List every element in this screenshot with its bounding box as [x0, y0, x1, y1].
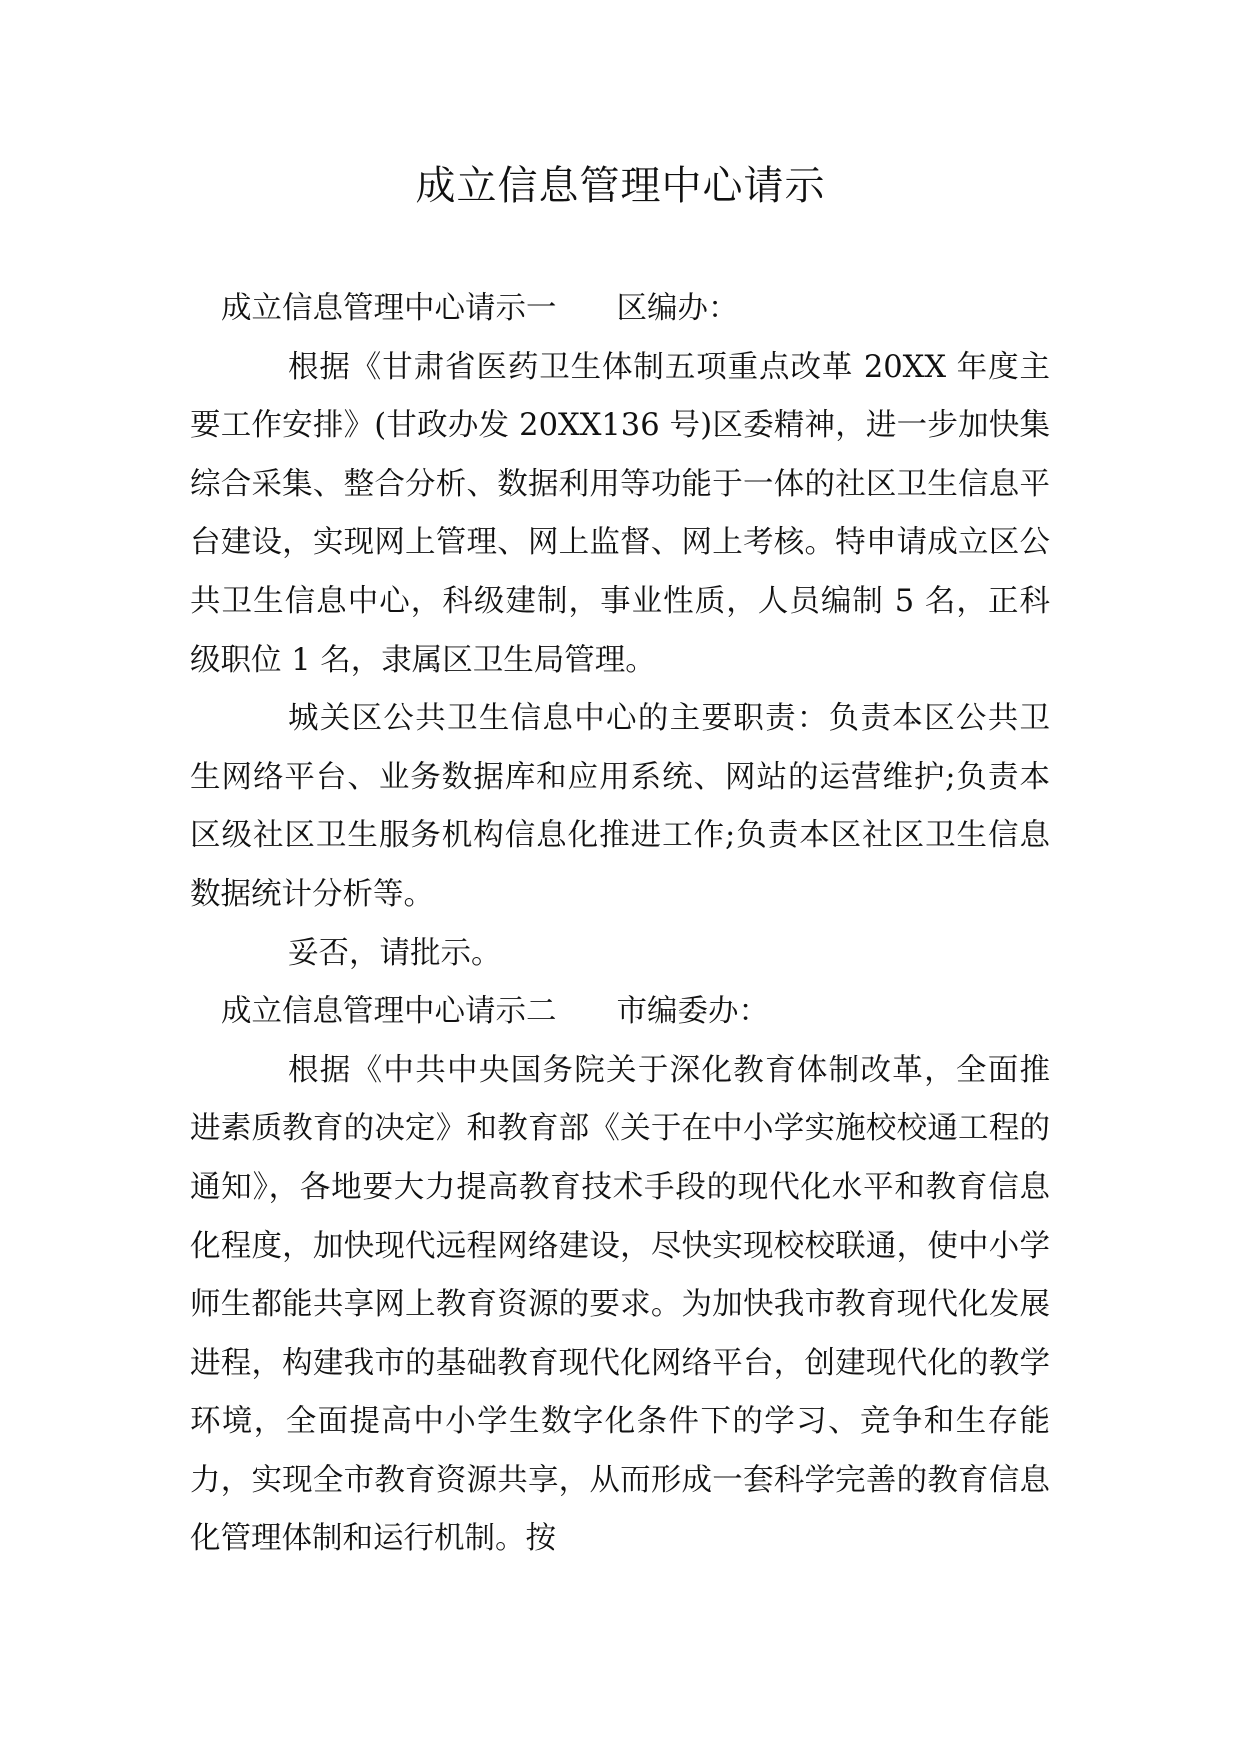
- section-1-paragraph-1: 根据《甘肃省医药卫生体制五项重点改革 20XX 年度主要工作安排》(甘政办发 20XX136 号)区委精神，进一步加快集综合采集、整合分析、数据利用等功能于一体的社区卫生信息平台建设，实现网上管理、网上监督、网上考核。特申请成立区公共卫生信息中心，科级建制，事业性质，人员编制 5 名，正科级职位 1 名，隶属区卫生局管理。: [190, 349, 1050, 678]
- section-2-heading: [190, 983, 1050, 1042]
- document-body: [190, 280, 1050, 1569]
- section-2-recipient: 市编委办：: [616, 994, 769, 1030]
- section-2-name: 成立信息管理中心请示二: [221, 994, 557, 1030]
- section-1-recipient: 区编办：: [616, 291, 739, 326]
- section-1-heading: [190, 280, 1050, 339]
- document-title: 成立信息管理中心请示: [415, 163, 826, 209]
- section-2-paragraph-1: 根据《中共中央国务院关于深化教育体制改革，全面推进素质教育的决定》和教育部《关于在中小学实施校校通工程的通知》，各地要大力提高教育技术手段的现代化水平和教育信息化程度，加快现代远程网络建设，尽快实现校校联通，使中小学师生都能共享网上教育资源的要求。为加快我市教育现代化发展进程，构建我市的基础教育现代化网络平台，创建现代化的教学环境，全面提高中小学生数字化条件下的学习、竞争和生存能力，实现全市教育资源共享，从而形成一套科学完善的教育信息化管理体制和运行机制。按: [190, 1052, 1050, 1557]
- section-1-paragraph-2: 城关区公共卫生信息中心的主要职责：负责本区公共卫生网络平台、业务数据库和应用系统、网站的运营维护;负责本区级社区卫生服务机构信息化推进工作;负责本区社区卫生信息数据统计分析等。: [190, 701, 1050, 912]
- section-1-name: 成立信息管理中心请示一: [221, 291, 557, 326]
- section-1-paragraph-3: 妥否，请批示。: [288, 935, 502, 971]
